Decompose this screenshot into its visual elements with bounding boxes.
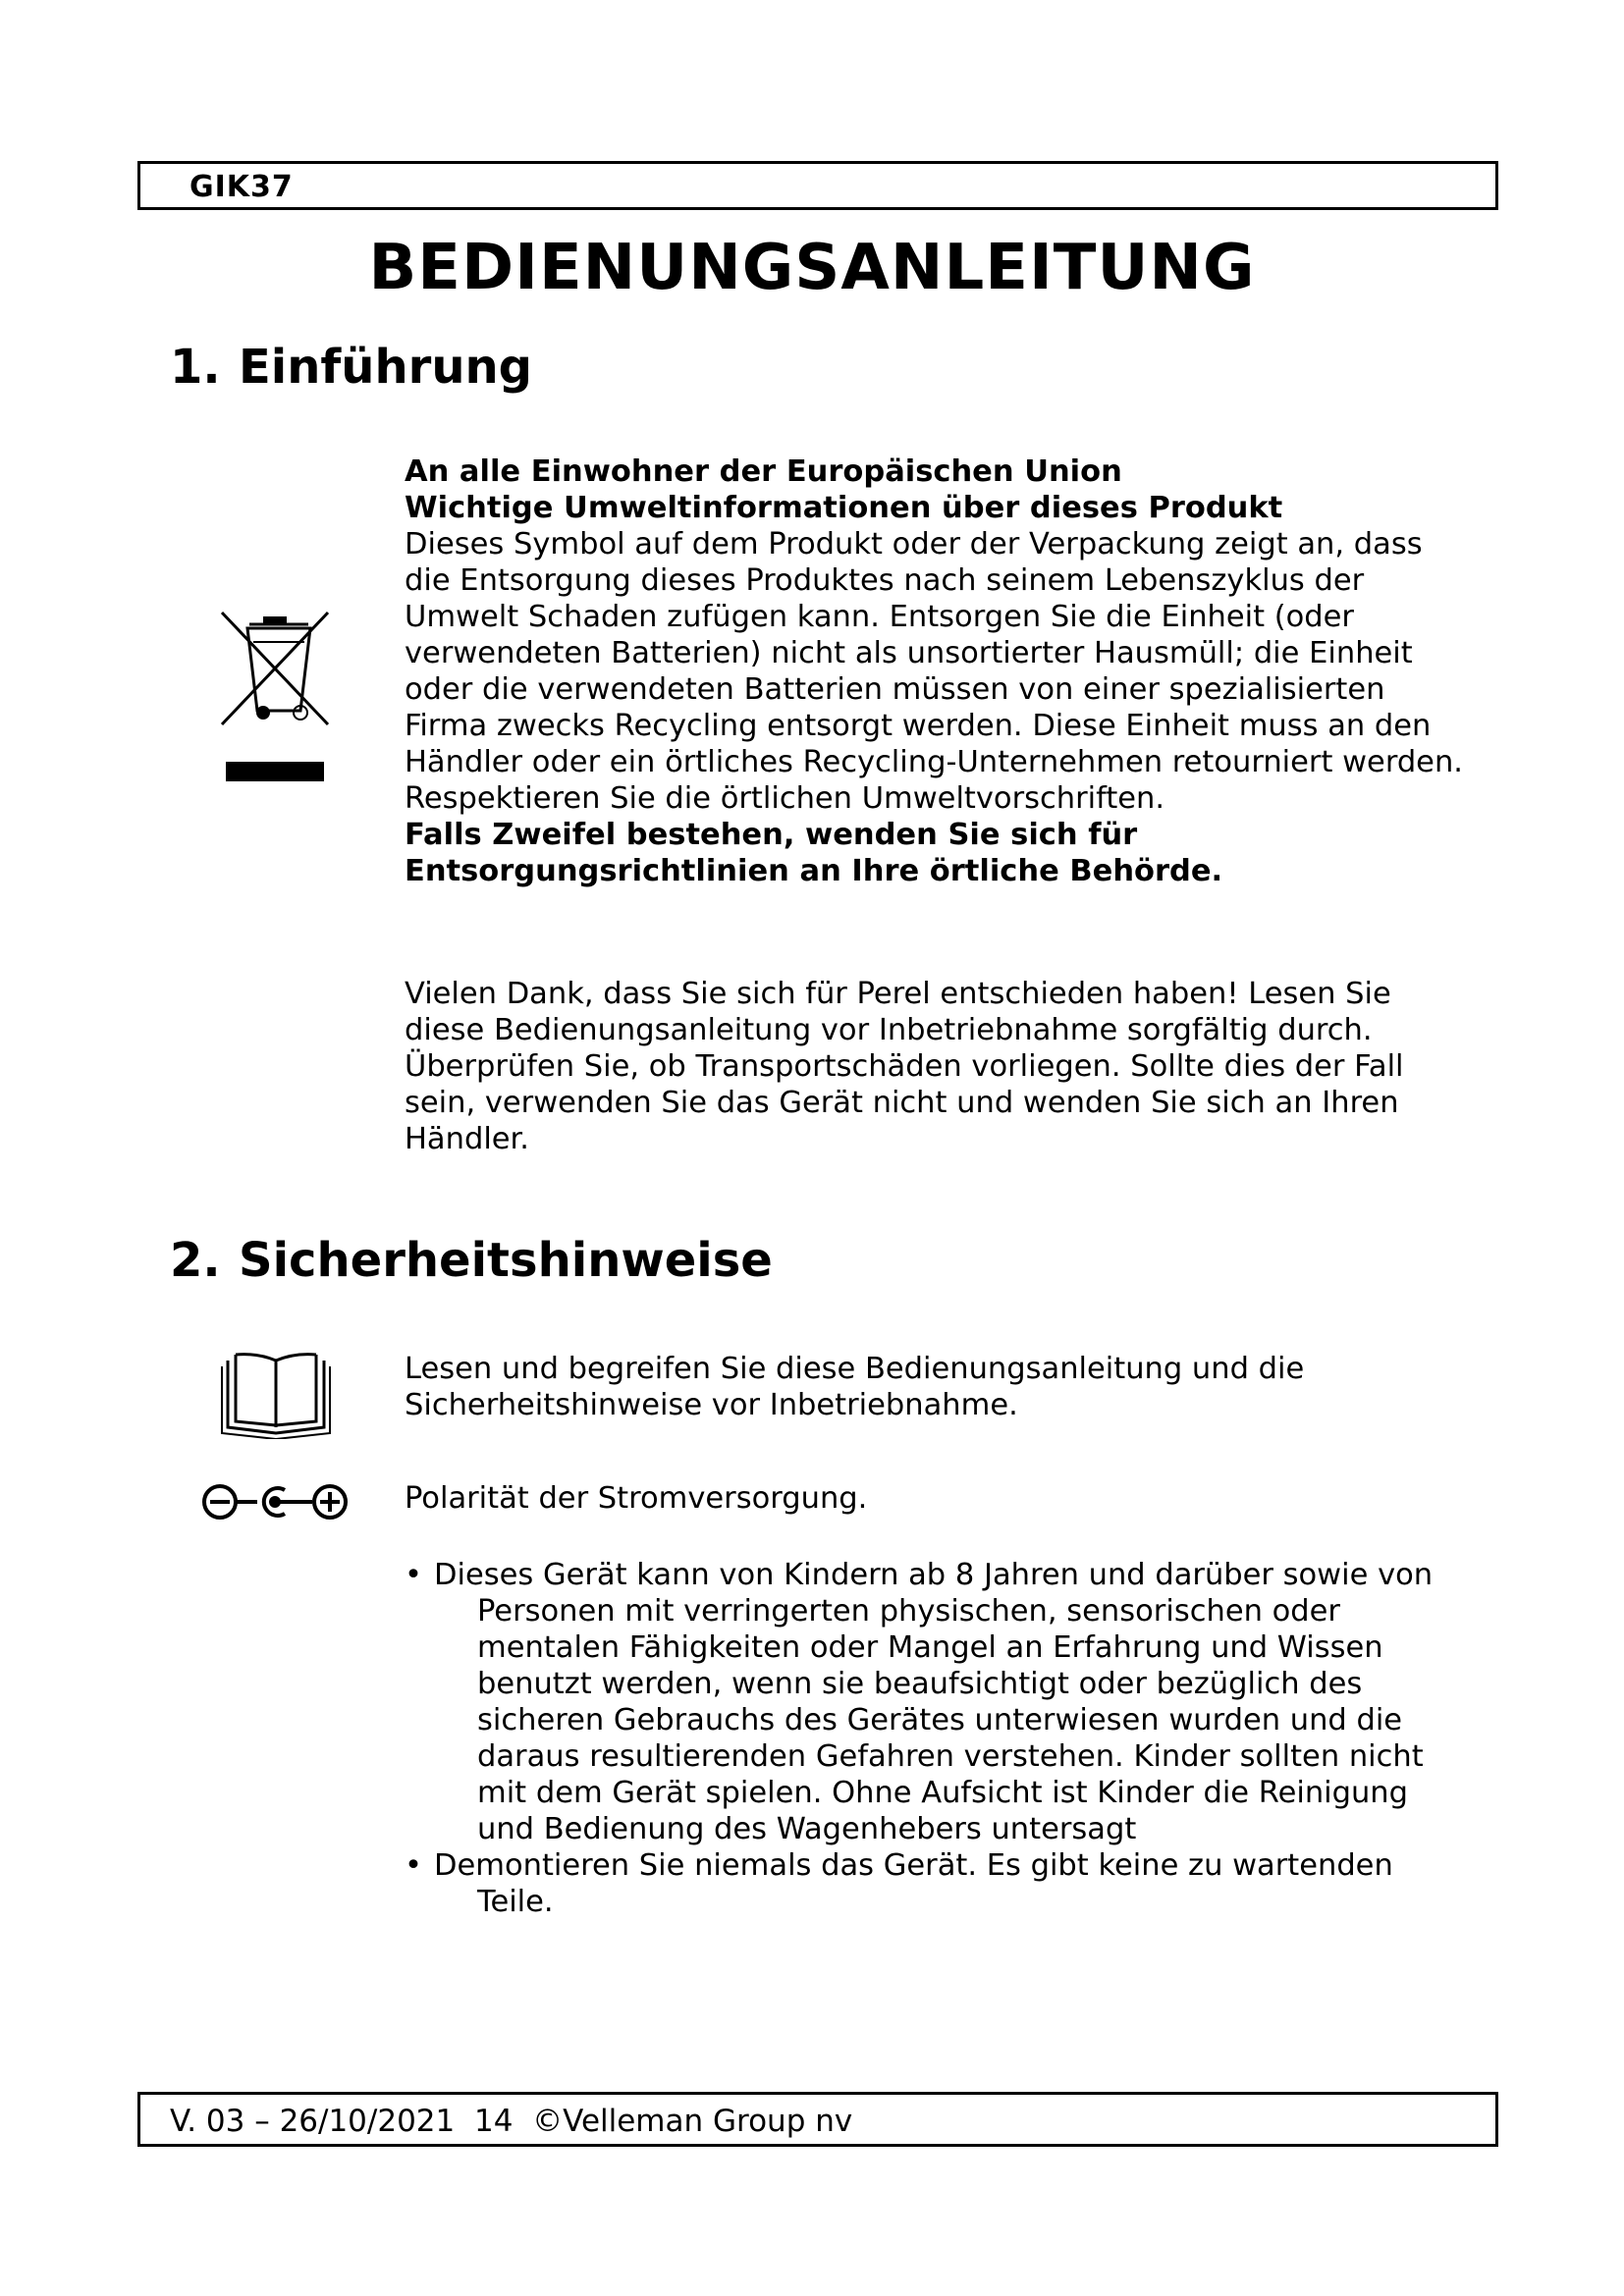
- document-title: BEDIENUNGSANLEITUNG: [368, 232, 1256, 304]
- section-title: Sicherheitshinweise: [239, 1233, 773, 1288]
- footer-version: V. 03 – 26/10/2021: [170, 2104, 456, 2139]
- safety-bullet-list: [405, 1557, 1465, 1920]
- section-heading-introduction: [170, 340, 532, 395]
- weee-notice: [405, 454, 1465, 889]
- footer-box: [137, 2092, 1498, 2147]
- list-item: • Dieses Gerät kann von Kindern ab 8 Jahren und darüber sowie von Personen mit verringerten physischen, sensorischen oder mentalen Fähigkeiten oder Mangel an Erfahrung und Wissen benutzt werden, wenn sie beaufsichtigt oder bezüglich des sicheren Gebrauchs des Gerätes unterwiesen wurden und die daraus resultierenden Gefahren verstehen. Kinder sollten nicht mit dem Gerät spielen. Ohne Aufsicht ist Kinder die Reinigung und Bedienung des Wagenhebers untersagt: [405, 1558, 1434, 1846]
- header-box: [137, 161, 1498, 210]
- section-heading-safety: [170, 1233, 773, 1288]
- model-number: GIK37: [189, 170, 294, 204]
- thanks-paragraph: Vielen Dank, dass Sie sich für Perel entschieden haben! Lesen Sie diese Bedienungsanleitung vor Inbetriebnahme sorgfältig durch. Überprüfen Sie, ob Transportschäden vorliegen. Sollte dies der Fall sein, verwenden Sie das Gerät nicht und wenden Sie sich an Ihren Händler.: [405, 977, 1404, 1156]
- section-title: Einführung: [239, 340, 533, 395]
- bullet-icon: •: [405, 1558, 422, 1592]
- crossed-out-wheelie-bin-icon: [214, 607, 336, 783]
- section-number: 2.: [170, 1233, 221, 1288]
- notice-body: Dieses Symbol auf dem Produkt oder der Verpackung zeigt an, dass die Entsorgung dieses Produktes nach seinem Lebenszyklus der Umwelt Schaden zufügen kann. Entsorgen Sie die Einheit (oder verwendeten Batterien) nicht als unsortierter Hausmüll; die Einheit oder die verwendeten Batterien müssen von einer spezialisierten Firma zwecks Recycling entsorgt werden. Diese Einheit muss an den Händler oder ein örtliches Recycling-Unternehmen retourniert werden. Respektieren Sie die örtlichen Umweltvorschriften.: [405, 527, 1463, 816]
- footer-copyright: ©Velleman Group nv: [532, 2104, 853, 2139]
- bullet-icon: •: [405, 1848, 422, 1883]
- notice-closing: Falls Zweifel bestehen, wenden Sie sich für Entsorgungsrichtlinien an Ihre örtliche Behörde.: [405, 818, 1223, 888]
- polarity-text: Polarität der Stromversorgung.: [405, 1481, 868, 1516]
- notice-heading-2: Wichtige Umweltinformationen über dieses Produkt: [405, 491, 1283, 525]
- read-manual-text: Lesen und begreifen Sie diese Bedienungsanleitung und die Sicherheitshinweise vor Inbetriebnahme.: [405, 1352, 1305, 1422]
- section-number: 1.: [170, 340, 221, 395]
- notice-heading-1: An alle Einwohner der Europäischen Union: [405, 454, 1122, 489]
- list-item: • Demontieren Sie niemals das Gerät. Es gibt keine zu wartenden Teile.: [405, 1848, 1393, 1919]
- footer-line: [170, 2104, 852, 2139]
- footer-page-number: 14: [473, 2104, 514, 2139]
- polarity-icon: [196, 1478, 353, 1525]
- read-manual-icon: [218, 1349, 334, 1439]
